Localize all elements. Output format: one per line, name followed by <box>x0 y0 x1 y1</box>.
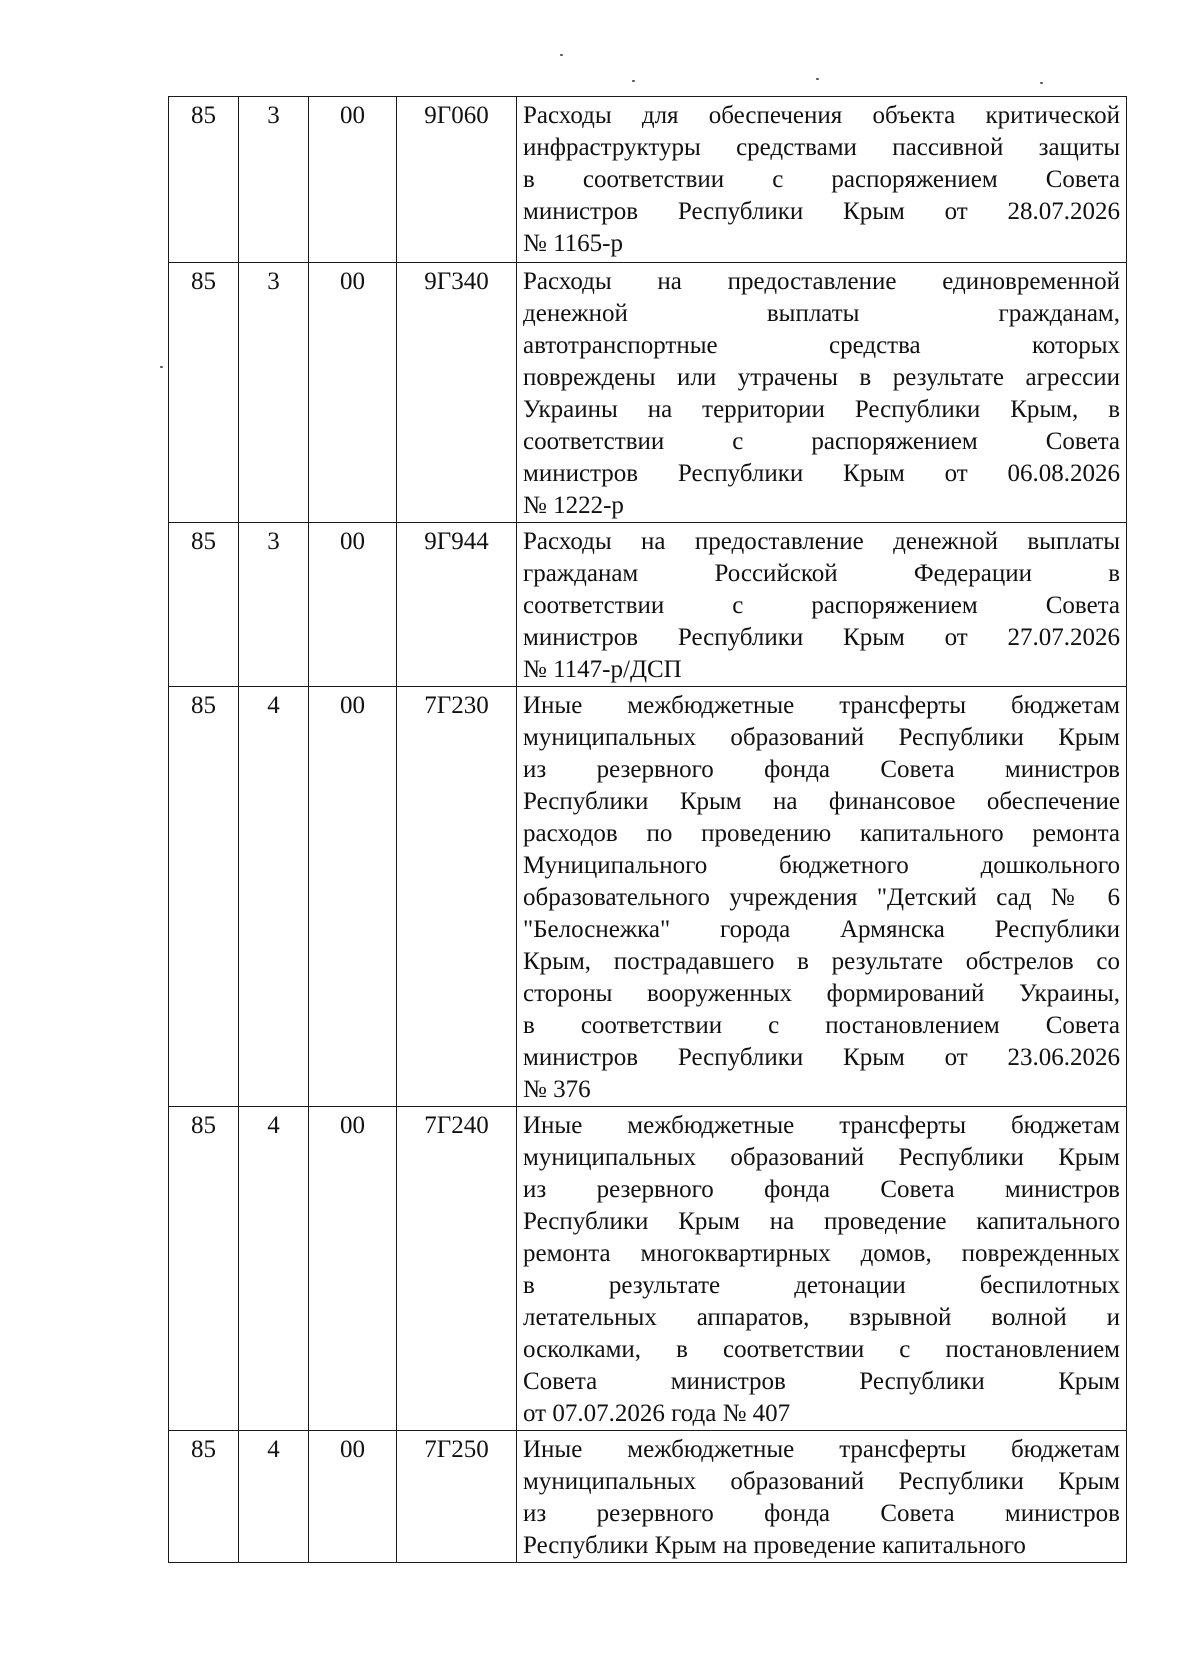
description-line: соответствии с распоряжением Совета <box>523 592 1120 619</box>
description-cell <box>517 263 1127 523</box>
description-cell <box>517 1107 1127 1431</box>
code-cell-c1: 85 <box>169 263 239 523</box>
description-line: из резервного фонда Совета министров <box>523 756 1120 783</box>
code-cell-c3: 00 <box>309 523 397 687</box>
description-line: № 376 <box>523 1076 591 1103</box>
description-line: из резервного фонда Совета министров <box>523 1500 1120 1527</box>
code-cell-c2: 4 <box>239 1431 309 1563</box>
description-line: Республики Крым на проведение капитального <box>523 1208 1120 1235</box>
code-cell-c4: 9Г944 <box>397 523 517 687</box>
code-cell-c4: 9Г340 <box>397 263 517 523</box>
description-line: № 1165-р <box>523 230 623 257</box>
code-cell-c1: 85 <box>169 523 239 687</box>
code-cell-c1: 85 <box>169 1431 239 1563</box>
description-cell <box>517 1431 1127 1563</box>
table-row <box>169 687 1127 1107</box>
description-line: из резервного фонда Совета министров <box>523 1176 1120 1203</box>
budget-classification-table <box>168 96 1127 1563</box>
table-row <box>169 523 1127 687</box>
description-line: Иные межбюджетные трансферты бюджетам <box>523 692 1120 719</box>
description-line: Крым, пострадавшего в результате обстрелов со <box>523 948 1120 975</box>
description-line: ремонта многоквартирных домов, поврежденных <box>523 1240 1120 1267</box>
scan-speck <box>560 54 563 56</box>
code-cell-c2: 3 <box>239 97 309 263</box>
table-row <box>169 1107 1127 1431</box>
description-line: от 07.07.2026 года № 407 <box>523 1400 791 1427</box>
code-cell-c3: 00 <box>309 97 397 263</box>
code-cell-c3: 00 <box>309 1431 397 1563</box>
description-cell <box>517 97 1127 263</box>
code-cell-c3: 00 <box>309 263 397 523</box>
scan-speck <box>1040 82 1043 84</box>
description-line: № 1147-р/ДСП <box>523 656 682 683</box>
code-cell-c2: 4 <box>239 687 309 1107</box>
description-line: образовательного учреждения "Детский сад № 6 <box>523 884 1120 911</box>
description-line: министров Республики Крым от 28.07.2026 <box>523 198 1120 225</box>
description-line: Республики Крым на проведение капитального <box>523 1532 1026 1559</box>
scan-speck <box>632 80 635 82</box>
description-line: гражданам Российской Федерации в <box>523 560 1120 587</box>
code-cell-c4: 9Г060 <box>397 97 517 263</box>
table-row <box>169 1431 1127 1563</box>
code-cell-c1: 85 <box>169 1107 239 1431</box>
table-row <box>169 97 1127 263</box>
code-cell-c1: 85 <box>169 687 239 1107</box>
description-line: стороны вооруженных формирований Украины, <box>523 980 1120 1007</box>
description-line: расходов по проведению капитального ремонта <box>523 820 1120 847</box>
scan-speck <box>160 366 163 368</box>
description-line: автотранспортные средства которых <box>523 332 1120 359</box>
description-line: министров Республики Крым от 23.06.2026 <box>523 1044 1120 1071</box>
table-row <box>169 263 1127 523</box>
code-cell-c4: 7Г230 <box>397 687 517 1107</box>
description-line: Республики Крым на финансовое обеспечение <box>523 788 1120 815</box>
code-cell-c2: 3 <box>239 263 309 523</box>
description-line: муниципальных образований Республики Крым <box>523 724 1120 751</box>
description-line: в соответствии с постановлением Совета <box>523 1012 1120 1039</box>
description-line: Расходы для обеспечения объекта критической <box>523 102 1120 129</box>
description-line: денежной выплаты гражданам, <box>523 300 1120 327</box>
code-cell-c2: 3 <box>239 523 309 687</box>
description-line: Расходы на предоставление денежной выплаты <box>523 528 1120 555</box>
description-line: Иные межбюджетные трансферты бюджетам <box>523 1436 1120 1463</box>
code-cell-c3: 00 <box>309 687 397 1107</box>
code-cell-c4: 7Г240 <box>397 1107 517 1431</box>
description-line: Иные межбюджетные трансферты бюджетам <box>523 1112 1120 1139</box>
description-line: в соответствии с распоряжением Совета <box>523 166 1120 193</box>
table-body <box>169 97 1127 1563</box>
description-line: в результате детонации беспилотных <box>523 1272 1120 1299</box>
code-cell-c3: 00 <box>309 1107 397 1431</box>
description-line: Муниципального бюджетного дошкольного <box>523 852 1120 879</box>
description-line: летательных аппаратов, взрывной волной и <box>523 1304 1120 1331</box>
description-line: муниципальных образований Республики Крым <box>523 1144 1120 1171</box>
description-line: "Белоснежка" города Армянска Республики <box>523 916 1120 943</box>
description-line: муниципальных образований Республики Крым <box>523 1468 1120 1495</box>
description-line: повреждены или утрачены в результате агрессии <box>523 364 1120 391</box>
description-line: соответствии с распоряжением Совета <box>523 428 1120 455</box>
description-line: № 1222-р <box>523 492 624 519</box>
code-cell-c4: 7Г250 <box>397 1431 517 1563</box>
description-line: осколками, в соответствии с постановлением <box>523 1336 1120 1363</box>
description-cell <box>517 687 1127 1107</box>
code-cell-c2: 4 <box>239 1107 309 1431</box>
description-line: инфраструктуры средствами пассивной защиты <box>523 134 1120 161</box>
scan-speck <box>816 78 819 80</box>
description-line: Украины на территории Республики Крым, в <box>523 396 1120 423</box>
description-line: министров Республики Крым от 06.08.2026 <box>523 460 1120 487</box>
description-cell <box>517 523 1127 687</box>
code-cell-c1: 85 <box>169 97 239 263</box>
description-line: министров Республики Крым от 27.07.2026 <box>523 624 1120 651</box>
description-line: Совета министров Республики Крым <box>523 1368 1120 1395</box>
description-line: Расходы на предоставление единовременной <box>523 268 1120 295</box>
